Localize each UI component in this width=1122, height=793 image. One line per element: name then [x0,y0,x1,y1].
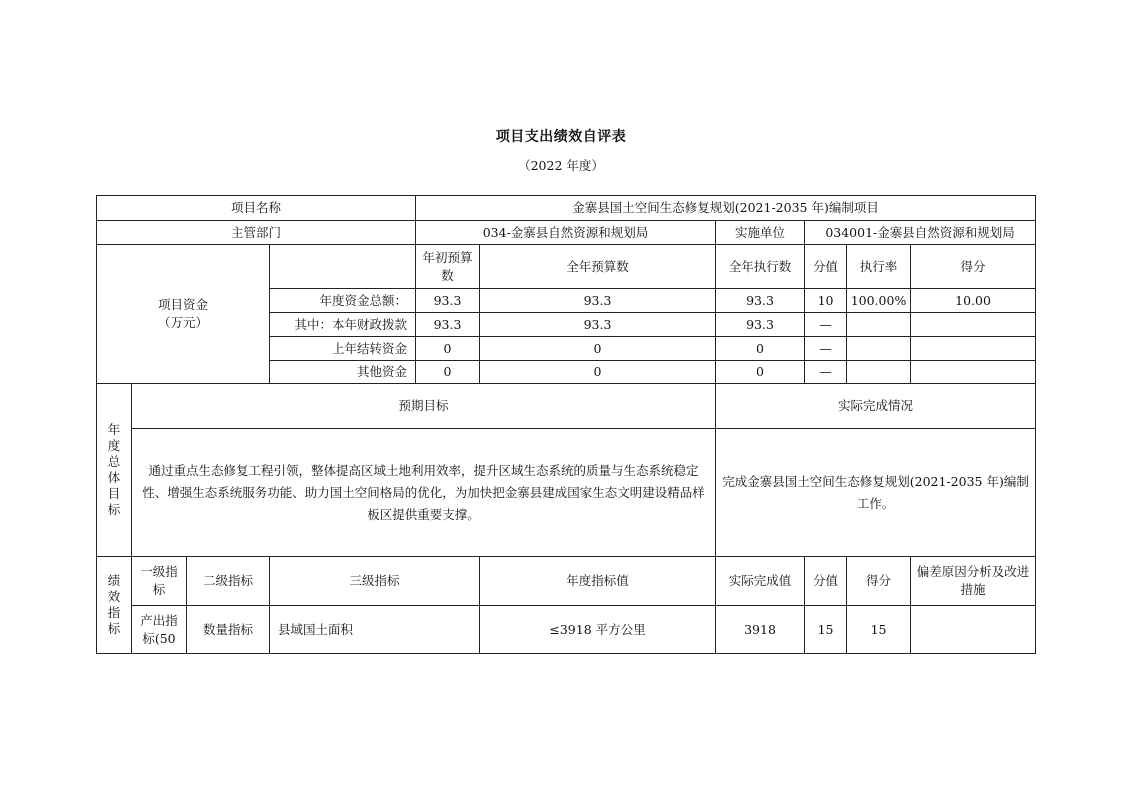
ind-actual: 3918 [716,606,805,654]
funds-row-label: 年度资金总额： [270,289,416,313]
indicator-row [97,606,1036,654]
impl-unit-value: 034001-金寨县自然资源和规划局 [805,221,1036,245]
funds-row-executed: 0 [716,361,805,384]
actual-completion-text: 完成金寨县国土空间生态修复规划(2021-2035 年)编制工作。 [716,429,1036,557]
funds-row-initial: 93.3 [416,313,480,337]
funds-row-initial: 93.3 [416,289,480,313]
funds-row-label: 上年结转资金 [270,337,416,361]
funds-header-initial: 年初预算数 [416,245,480,289]
dept-value: 034-金寨县自然资源和规划局 [416,221,716,245]
ind-level2: 数量指标 [187,606,270,654]
funds-row-score [911,361,1036,384]
indicators-side-label: 绩效指标 [97,557,132,654]
funds-label [97,245,270,384]
expected-goals-text: 通过重点生态修复工程引领，整体提高区域土地利用效率，提升区域生态系统的质量与生态系统稳定性、增强生态系统服务功能、助力国土空间格局的优化，为加快把金寨县建成国家生态文明建设精品样板区提供重要支撑。 [132,429,716,557]
funds-row-score-value: — [805,361,847,384]
ind-header-level1: 一级指标 [132,557,187,606]
funds-row-annual: 93.3 [480,289,716,313]
funds-label-line1: 项目资金 [157,297,208,312]
goals-side-label: 年度总体目标 [97,384,132,557]
ind-header-actual: 实际完成值 [716,557,805,606]
funds-header-score-value: 分值 [805,245,847,289]
funds-row-score: 10.00 [911,289,1036,313]
actual-completion-header: 实际完成情况 [716,384,1036,429]
funds-header-score: 得分 [911,245,1036,289]
funds-row-initial: 0 [416,337,480,361]
project-name-value: 金寨县国土空间生态修复规划(2021-2035 年)编制项目 [416,196,1036,221]
funds-row-executed: 93.3 [716,289,805,313]
funds-header-annual: 全年预算数 [480,245,716,289]
dept-label: 主管部门 [97,221,416,245]
funds-row-rate [847,361,911,384]
funds-row-score-value: — [805,337,847,361]
funds-row-score-value: — [805,313,847,337]
year-subtitle: （2022 年度） [518,158,604,173]
funds-row-initial: 0 [416,361,480,384]
page-title: 项目支出绩效自评表 [495,129,627,145]
ind-header-analysis: 偏差原因分析及改进措施 [911,557,1036,606]
funds-row-label: 其中：本年财政拨款 [270,313,416,337]
funds-row-label: 其他资金 [270,361,416,384]
funds-row-rate: 100.00% [847,289,911,313]
funds-row-annual: 0 [480,361,716,384]
funds-row-score [911,337,1036,361]
ind-score: 15 [847,606,911,654]
ind-score-value: 15 [805,606,847,654]
ind-header-level2: 二级指标 [187,557,270,606]
funds-header-rate: 执行率 [847,245,911,289]
funds-row-executed: 93.3 [716,313,805,337]
funds-row-rate [847,313,911,337]
ind-header-level3: 三级指标 [270,557,480,606]
ind-analysis [911,606,1036,654]
ind-header-target: 年度指标值 [480,557,716,606]
ind-header-score-value: 分值 [805,557,847,606]
ind-level3: 县域国土面积 [270,606,480,654]
funds-row-score [911,313,1036,337]
funds-label-line2: （万元） [157,315,208,330]
funds-row-executed: 0 [716,337,805,361]
funds-row-rate [847,337,911,361]
self-evaluation-table [96,195,1036,654]
project-name-label: 项目名称 [97,196,416,221]
funds-header-blank [270,245,416,289]
funds-row-annual: 93.3 [480,313,716,337]
funds-row-score-value: 10 [805,289,847,313]
funds-row-annual: 0 [480,337,716,361]
ind-target: ≤3918 平方公里 [480,606,716,654]
ind-level1: 产出指标(50 [132,606,187,654]
expected-goals-header: 预期目标 [132,384,716,429]
funds-header-executed: 全年执行数 [716,245,805,289]
impl-unit-label: 实施单位 [716,221,805,245]
ind-header-score: 得分 [847,557,911,606]
